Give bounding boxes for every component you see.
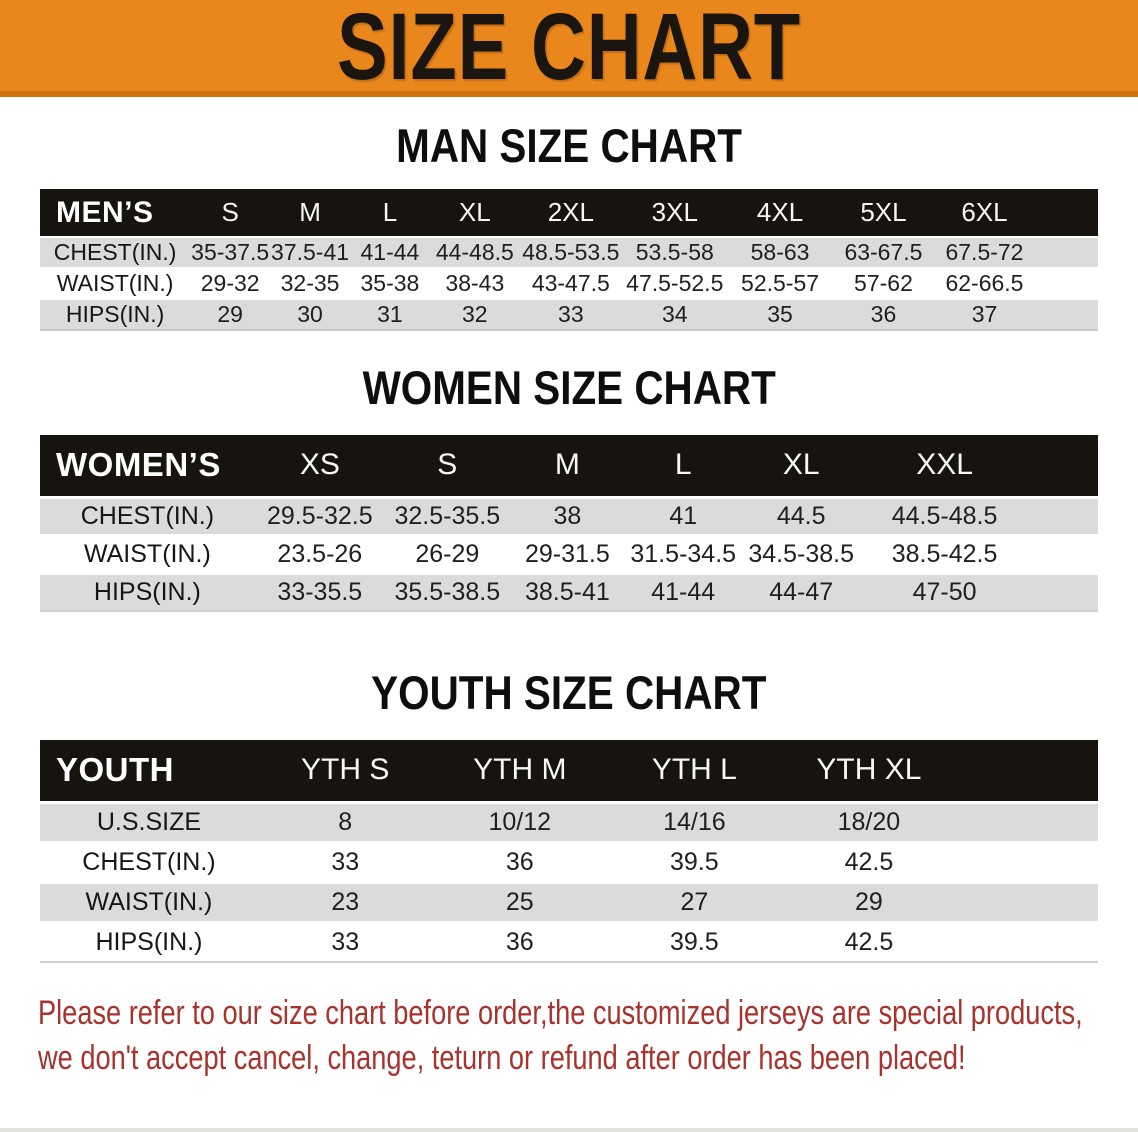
row-spacer xyxy=(1028,497,1098,535)
table-row xyxy=(40,299,1098,330)
youth-size-table xyxy=(40,740,1098,963)
size-value: 8 xyxy=(258,802,433,842)
size-value: 25 xyxy=(433,882,608,922)
size-value: 53.5-58 xyxy=(622,237,728,268)
disclaimer-line-1: Please refer to our size chart before order,the customized jerseys are special products, xyxy=(38,994,1083,1032)
size-value: 67.5-72 xyxy=(935,237,1035,268)
size-value: 39.5 xyxy=(607,842,782,882)
table-row xyxy=(40,535,1098,573)
size-value: 23 xyxy=(258,882,433,922)
size-value: 29-31.5 xyxy=(510,535,625,573)
women-section-heading xyxy=(0,361,1138,415)
size-value: 14/16 xyxy=(607,802,782,842)
table-header-row xyxy=(40,740,1098,802)
size-value: 26-29 xyxy=(385,535,510,573)
size-value: 58-63 xyxy=(728,237,833,268)
size-value: 35-37.5 xyxy=(190,237,270,268)
row-label: CHEST(IN.) xyxy=(40,497,255,535)
size-column-header: 5XL xyxy=(860,197,907,227)
size-value: 38.5-41 xyxy=(510,573,625,611)
size-value: 44.5-48.5 xyxy=(861,497,1028,535)
size-column-header: M xyxy=(554,448,580,482)
bottom-edge-strip xyxy=(0,1128,1138,1132)
size-column-header: 3XL xyxy=(651,197,698,227)
header-spacer xyxy=(956,740,1098,802)
table-header-row xyxy=(40,189,1098,237)
size-value: 33 xyxy=(520,299,622,330)
row-label: CHEST(IN.) xyxy=(40,237,190,268)
size-value: 33 xyxy=(258,842,433,882)
disclaimer xyxy=(38,991,1138,1081)
women-section-heading-text: WOMEN SIZE CHART xyxy=(362,361,776,414)
size-value: 37.5-41 xyxy=(270,237,350,268)
size-value: 38 xyxy=(510,497,625,535)
size-column-header: XXL xyxy=(916,448,973,482)
size-value: 38.5-42.5 xyxy=(861,535,1028,573)
header-spacer xyxy=(1028,435,1098,497)
size-chart-content xyxy=(0,119,1138,1081)
table-row xyxy=(40,237,1098,268)
row-label: WAIST(IN.) xyxy=(40,268,190,299)
table-row xyxy=(40,922,1098,962)
men-section-heading xyxy=(0,119,1138,173)
youth-section-heading-text: YOUTH SIZE CHART xyxy=(371,666,767,719)
women-size-table xyxy=(40,435,1098,612)
men-section-heading-text: MAN SIZE CHART xyxy=(396,119,742,172)
size-value: 39.5 xyxy=(607,922,782,962)
size-value: 32-35 xyxy=(270,268,350,299)
size-value: 10/12 xyxy=(433,802,608,842)
table-header-row xyxy=(40,435,1098,497)
size-value: 31 xyxy=(350,299,430,330)
size-value: 57-62 xyxy=(832,268,934,299)
size-value: 36 xyxy=(832,299,934,330)
size-value: 29 xyxy=(782,882,957,922)
size-value: 36 xyxy=(433,842,608,882)
table-row xyxy=(40,268,1098,299)
table-row xyxy=(40,802,1098,842)
row-spacer xyxy=(1028,535,1098,573)
size-value: 33 xyxy=(258,922,433,962)
table-corner-label: MEN’S xyxy=(56,195,154,229)
row-spacer xyxy=(956,802,1098,842)
size-column-header: XL xyxy=(458,197,491,227)
row-spacer xyxy=(1034,299,1098,330)
row-label: HIPS(IN.) xyxy=(40,299,190,330)
row-label: WAIST(IN.) xyxy=(40,882,258,922)
row-spacer xyxy=(956,882,1098,922)
size-value: 41 xyxy=(625,497,741,535)
size-value: 32.5-35.5 xyxy=(385,497,510,535)
row-spacer xyxy=(1034,268,1098,299)
size-value: 29 xyxy=(190,299,270,330)
disclaimer-line-2: we don't accept cancel, change, teturn or refund after order has been placed! xyxy=(38,1039,966,1077)
size-value: 35-38 xyxy=(350,268,430,299)
size-chart-banner xyxy=(0,0,1138,97)
size-value: 33-35.5 xyxy=(255,573,385,611)
size-value: 38-43 xyxy=(430,268,520,299)
size-column-header: S xyxy=(221,197,239,227)
size-column-header: 4XL xyxy=(756,197,804,227)
size-value: 37 xyxy=(935,299,1035,330)
row-spacer xyxy=(956,922,1098,962)
size-value: 35 xyxy=(728,299,833,330)
size-value: 41-44 xyxy=(625,573,741,611)
size-value: 18/20 xyxy=(782,802,957,842)
row-spacer xyxy=(956,842,1098,882)
size-value: 42.5 xyxy=(782,922,957,962)
size-value: 44-48.5 xyxy=(430,237,520,268)
size-value: 48.5-53.5 xyxy=(520,237,622,268)
size-column-header: M xyxy=(299,197,321,227)
row-spacer xyxy=(1034,237,1098,268)
size-column-header: S xyxy=(437,448,458,482)
size-value: 44.5 xyxy=(741,497,861,535)
row-label: HIPS(IN.) xyxy=(40,573,255,611)
size-value: 29-32 xyxy=(190,268,270,299)
size-value: 34 xyxy=(622,299,728,330)
row-label: CHEST(IN.) xyxy=(40,842,258,882)
row-label: HIPS(IN.) xyxy=(40,922,258,962)
size-value: 41-44 xyxy=(350,237,430,268)
size-value: 27 xyxy=(607,882,782,922)
row-label: WAIST(IN.) xyxy=(40,535,255,573)
header-spacer xyxy=(1034,189,1098,237)
size-value: 35.5-38.5 xyxy=(385,573,510,611)
size-column-header: YTH M xyxy=(473,753,567,787)
size-value: 44-47 xyxy=(741,573,861,611)
size-column-header: YTH L xyxy=(651,753,737,787)
table-row xyxy=(40,842,1098,882)
men-size-table xyxy=(40,189,1098,331)
size-value: 30 xyxy=(270,299,350,330)
size-column-header: YTH XL xyxy=(816,753,922,787)
size-value: 36 xyxy=(433,922,608,962)
size-column-header: L xyxy=(382,197,398,227)
size-column-header: 6XL xyxy=(961,197,1008,227)
row-label: U.S.SIZE xyxy=(40,802,258,842)
table-row xyxy=(40,882,1098,922)
size-value: 29.5-32.5 xyxy=(255,497,385,535)
size-column-header: XL xyxy=(782,448,820,482)
size-value: 63-67.5 xyxy=(832,237,934,268)
table-row xyxy=(40,497,1098,535)
size-value: 23.5-26 xyxy=(255,535,385,573)
table-corner-label: WOMEN’S xyxy=(56,446,221,484)
size-value: 43-47.5 xyxy=(520,268,622,299)
size-column-header: 2XL xyxy=(547,197,594,227)
size-value: 34.5-38.5 xyxy=(741,535,861,573)
size-value: 31.5-34.5 xyxy=(625,535,741,573)
size-value: 52.5-57 xyxy=(728,268,833,299)
row-spacer xyxy=(1028,573,1098,611)
size-column-header: L xyxy=(674,448,692,482)
table-row xyxy=(40,573,1098,611)
size-value: 62-66.5 xyxy=(935,268,1035,299)
size-column-header: XS xyxy=(299,448,340,482)
table-corner-label: YOUTH xyxy=(56,751,174,789)
size-value: 42.5 xyxy=(782,842,957,882)
size-value: 47.5-52.5 xyxy=(622,268,728,299)
size-column-header: YTH S xyxy=(301,753,390,787)
banner-title: SIZE CHART xyxy=(337,0,801,97)
size-value: 32 xyxy=(430,299,520,330)
size-value: 47-50 xyxy=(861,573,1028,611)
youth-section-heading xyxy=(0,666,1138,720)
